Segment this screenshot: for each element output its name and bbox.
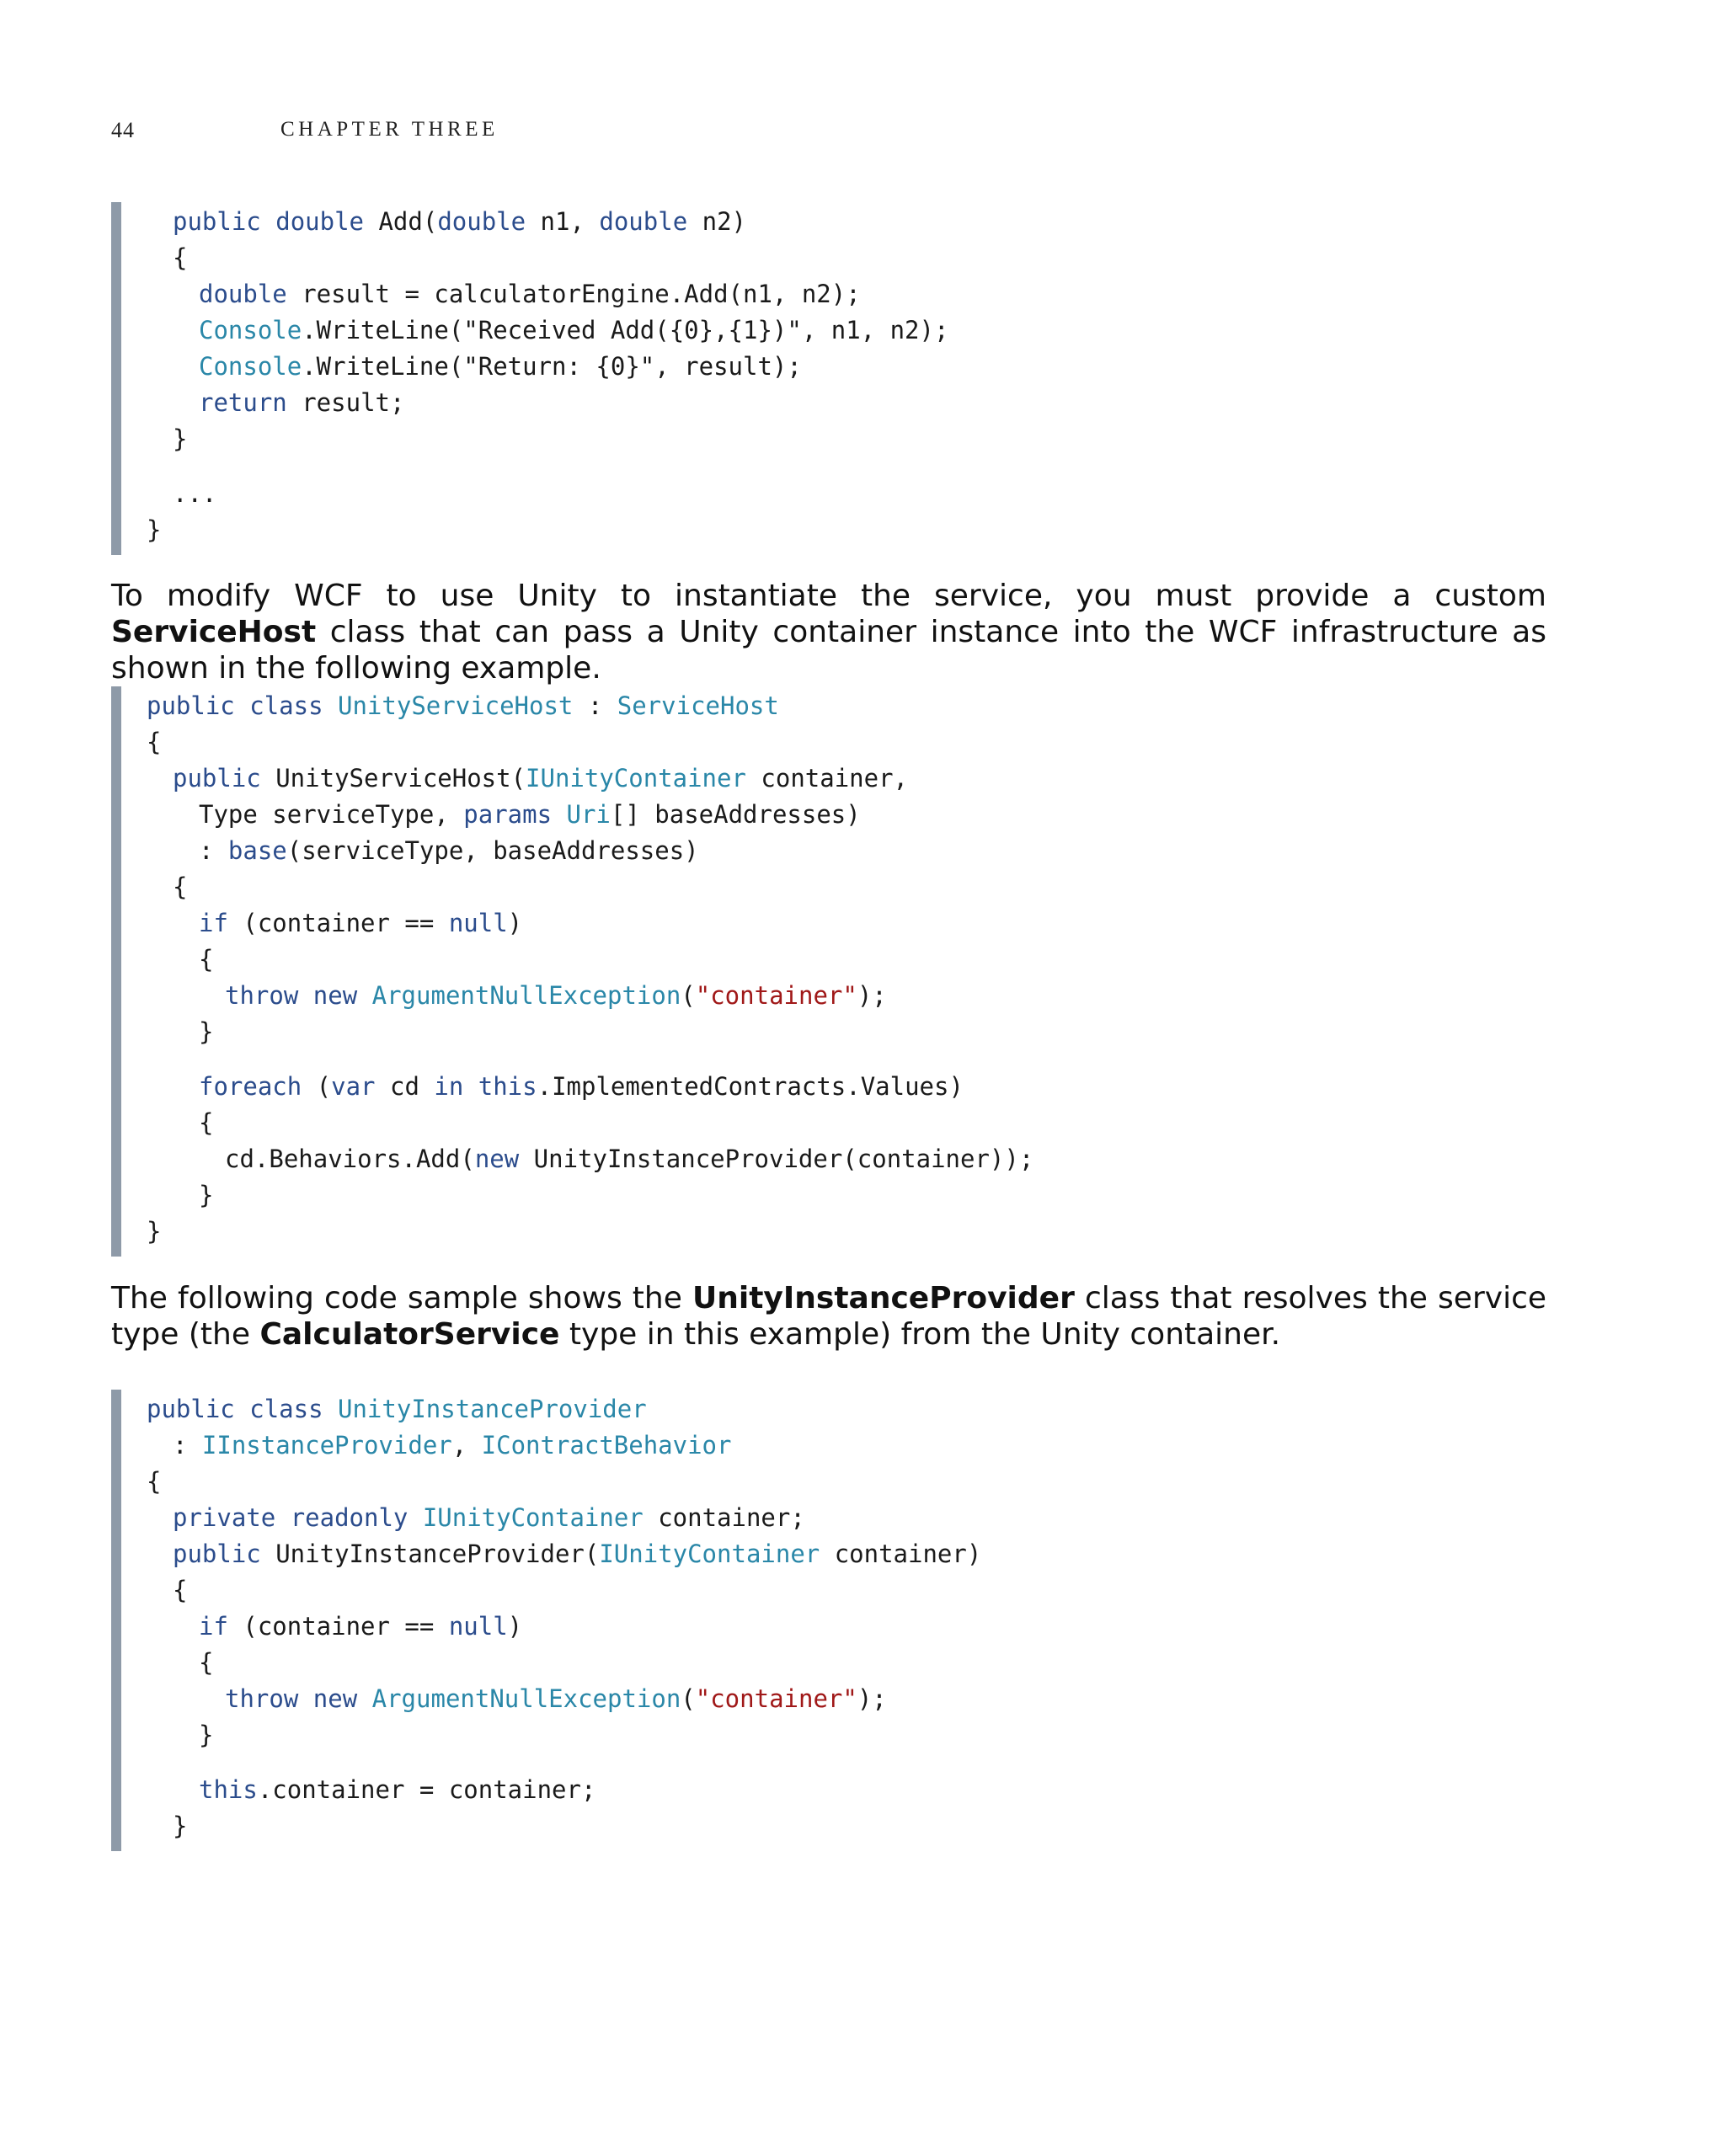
code-text: }	[147, 1217, 162, 1246]
code-keyword: foreach	[199, 1072, 302, 1101]
code-text: Add(	[364, 207, 438, 236]
code-text: {	[199, 1648, 214, 1677]
code-type: IUnityContainer	[422, 1503, 644, 1532]
code-type: Console	[199, 352, 302, 381]
code-line	[147, 869, 1033, 905]
code-string: "container"	[695, 981, 857, 1010]
code-text: (container ==	[227, 909, 449, 937]
bold-term: ServiceHost	[111, 615, 317, 649]
code-keyword: double	[599, 207, 688, 236]
paragraph-text: type in this example) from the Unity container.	[559, 1317, 1281, 1352]
code-line	[147, 1105, 1033, 1141]
code-line	[147, 1391, 981, 1428]
code-block-add-method	[111, 202, 948, 555]
code-type: ArgumentNullException	[371, 981, 681, 1010]
code-text	[275, 1503, 290, 1532]
code-keyword: base	[227, 836, 287, 865]
code-line	[147, 905, 1033, 942]
code-keyword: throw	[225, 981, 299, 1010]
code-line	[147, 476, 948, 512]
code-line	[147, 1141, 1033, 1177]
code-string: "container"	[695, 1684, 857, 1713]
paragraph-instance-provider	[111, 1280, 1546, 1353]
code-line	[147, 276, 948, 312]
bold-term: CalculatorService	[259, 1317, 560, 1352]
code-type: UnityInstanceProvider	[338, 1395, 647, 1423]
code-text: Type serviceType,	[199, 800, 464, 829]
code-text: {	[173, 873, 188, 901]
code-text: ...	[173, 479, 217, 508]
code-text	[357, 981, 371, 1010]
code-text: }	[199, 1181, 214, 1209]
code-keyword: public	[173, 764, 261, 792]
code-keyword: public	[173, 207, 261, 236]
code-line	[147, 760, 1033, 797]
code-text: }	[147, 515, 162, 544]
code-line	[147, 688, 1033, 724]
code-type: ServiceHost	[617, 691, 779, 720]
code-type: IUnityContainer	[599, 1540, 820, 1568]
code-text	[357, 1684, 371, 1713]
code-line	[147, 349, 948, 385]
code-keyword: double	[275, 207, 364, 236]
code-line	[147, 1609, 981, 1645]
code-keyword: null	[448, 1612, 508, 1641]
code-text: [] baseAddresses)	[610, 800, 861, 829]
code-keyword: return	[199, 388, 287, 417]
code-keyword: double	[437, 207, 526, 236]
code-line	[147, 1069, 1033, 1105]
code-text: result = calculatorEngine.Add(n1, n2);	[286, 280, 861, 308]
code-text: }	[199, 1017, 214, 1046]
code-keyword: null	[448, 909, 508, 937]
code-line	[147, 1572, 981, 1609]
code-keyword: new	[474, 1145, 520, 1173]
code-line	[147, 1500, 981, 1536]
code-text: {	[173, 1576, 188, 1604]
code-text	[235, 1395, 249, 1423]
code-keyword: var	[331, 1072, 376, 1101]
code-keyword: if	[199, 1612, 228, 1641]
code-line	[147, 1681, 981, 1717]
code-text: {	[173, 243, 188, 272]
code-keyword: public	[173, 1540, 261, 1568]
code-text	[298, 981, 312, 1010]
code-type: ArgumentNullException	[371, 1684, 681, 1713]
code-line	[147, 942, 1033, 978]
code-text: UnityServiceHost(	[260, 764, 526, 792]
code-text: cd	[375, 1072, 435, 1101]
code-text: container;	[643, 1503, 805, 1532]
code-text: }	[199, 1721, 214, 1749]
code-text: (	[681, 981, 696, 1010]
code-type: Console	[199, 316, 302, 344]
code-text: UnityInstanceProvider(	[260, 1540, 600, 1568]
paragraph-text: class that resolves the service type (the	[111, 1281, 1547, 1352]
code-text: .WriteLine("Return: {0}", result);	[302, 352, 802, 381]
code-text: }	[173, 424, 188, 453]
page-number: 44	[111, 118, 135, 142]
code-line	[147, 385, 948, 421]
code-text: n2)	[687, 207, 746, 236]
code-text: )	[507, 1612, 523, 1641]
code-text: .container = container;	[257, 1775, 596, 1804]
paragraph-text: To modify WCF to use Unity to instantiate the service, you must provide a custom	[111, 579, 1546, 613]
code-text: {	[147, 1467, 162, 1496]
code-line	[147, 1808, 981, 1844]
code-text: container,	[745, 764, 909, 792]
code-text: :	[173, 1431, 202, 1460]
code-keyword: in	[434, 1072, 464, 1101]
code-text: );	[857, 1684, 887, 1713]
code-block-unity-instance-provider	[111, 1390, 981, 1851]
code-keyword: class	[249, 1395, 323, 1423]
page-header	[0, 0, 1725, 168]
code-keyword: class	[249, 691, 323, 720]
code-text: container)	[820, 1540, 982, 1568]
code-block-unity-service-host	[111, 686, 1033, 1257]
code-text: ,	[451, 1431, 482, 1460]
code-keyword: readonly	[290, 1503, 409, 1532]
code-text	[323, 691, 338, 720]
code-line	[147, 1645, 981, 1681]
code-text: :	[199, 836, 228, 865]
code-text: cd.Behaviors.Add(	[225, 1145, 475, 1173]
code-text: {	[147, 728, 162, 756]
code-keyword: throw	[225, 1684, 299, 1713]
code-keyword: this	[478, 1072, 537, 1101]
code-text	[298, 1684, 312, 1713]
code-type: IUnityContainer	[526, 764, 746, 792]
code-line	[147, 512, 948, 548]
code-text: )	[507, 909, 523, 937]
code-line	[147, 1428, 981, 1464]
code-type: IContractBehavior	[481, 1431, 732, 1460]
code-text: (serviceType, baseAddresses)	[286, 836, 699, 865]
paragraph-servicehost	[111, 578, 1546, 686]
code-line	[147, 1536, 981, 1572]
code-text: {	[199, 945, 214, 974]
code-text	[552, 800, 566, 829]
code-text: (	[302, 1072, 332, 1101]
code-line	[147, 312, 948, 349]
code-text	[463, 1072, 478, 1101]
code-text	[408, 1503, 422, 1532]
code-keyword: public	[147, 1395, 235, 1423]
code-text: }	[173, 1812, 188, 1840]
code-text	[261, 207, 275, 236]
code-line	[147, 1772, 981, 1808]
code-text: {	[199, 1108, 214, 1137]
code-keyword: this	[199, 1775, 258, 1804]
code-text: (	[681, 1684, 696, 1713]
code-text: (container ==	[227, 1612, 449, 1641]
code-type: UnityServiceHost	[338, 691, 574, 720]
code-keyword: params	[463, 800, 553, 829]
bold-term: UnityInstanceProvider	[692, 1281, 1075, 1315]
code-keyword: double	[199, 280, 287, 308]
code-text: .ImplementedContracts.Values)	[537, 1072, 964, 1101]
code-line	[147, 1717, 981, 1753]
code-type: IInstanceProvider	[201, 1431, 452, 1460]
chapter-title: CHAPTER THREE	[280, 118, 499, 141]
code-line	[147, 1464, 981, 1500]
code-text: );	[857, 981, 887, 1010]
code-keyword: private	[173, 1503, 276, 1532]
code-line	[147, 204, 948, 240]
code-line	[147, 240, 948, 276]
code-text: UnityInstanceProvider(container));	[519, 1145, 1034, 1173]
code-line	[147, 797, 1033, 833]
code-line	[147, 978, 1033, 1014]
code-line	[147, 1014, 1033, 1050]
code-text: :	[573, 691, 617, 720]
code-keyword: public	[147, 691, 235, 720]
code-text: .WriteLine("Received Add({0},{1})", n1, n2);	[302, 316, 949, 344]
paragraph-text: class that can pass a Unity container instance into the WCF infrastructure as shown in the following example.	[111, 615, 1546, 686]
code-line	[147, 724, 1033, 760]
code-line	[147, 1214, 1033, 1250]
code-line	[147, 1177, 1033, 1214]
paragraph-text: The following code sample shows the	[111, 1281, 692, 1315]
code-text	[235, 691, 249, 720]
code-line	[147, 833, 1033, 869]
code-line	[147, 421, 948, 457]
code-text: result;	[286, 388, 405, 417]
code-keyword: if	[199, 909, 228, 937]
code-text	[323, 1395, 338, 1423]
code-text: n1,	[526, 207, 600, 236]
code-keyword: new	[312, 1684, 358, 1713]
code-type: Uri	[566, 800, 611, 829]
code-keyword: new	[312, 981, 358, 1010]
